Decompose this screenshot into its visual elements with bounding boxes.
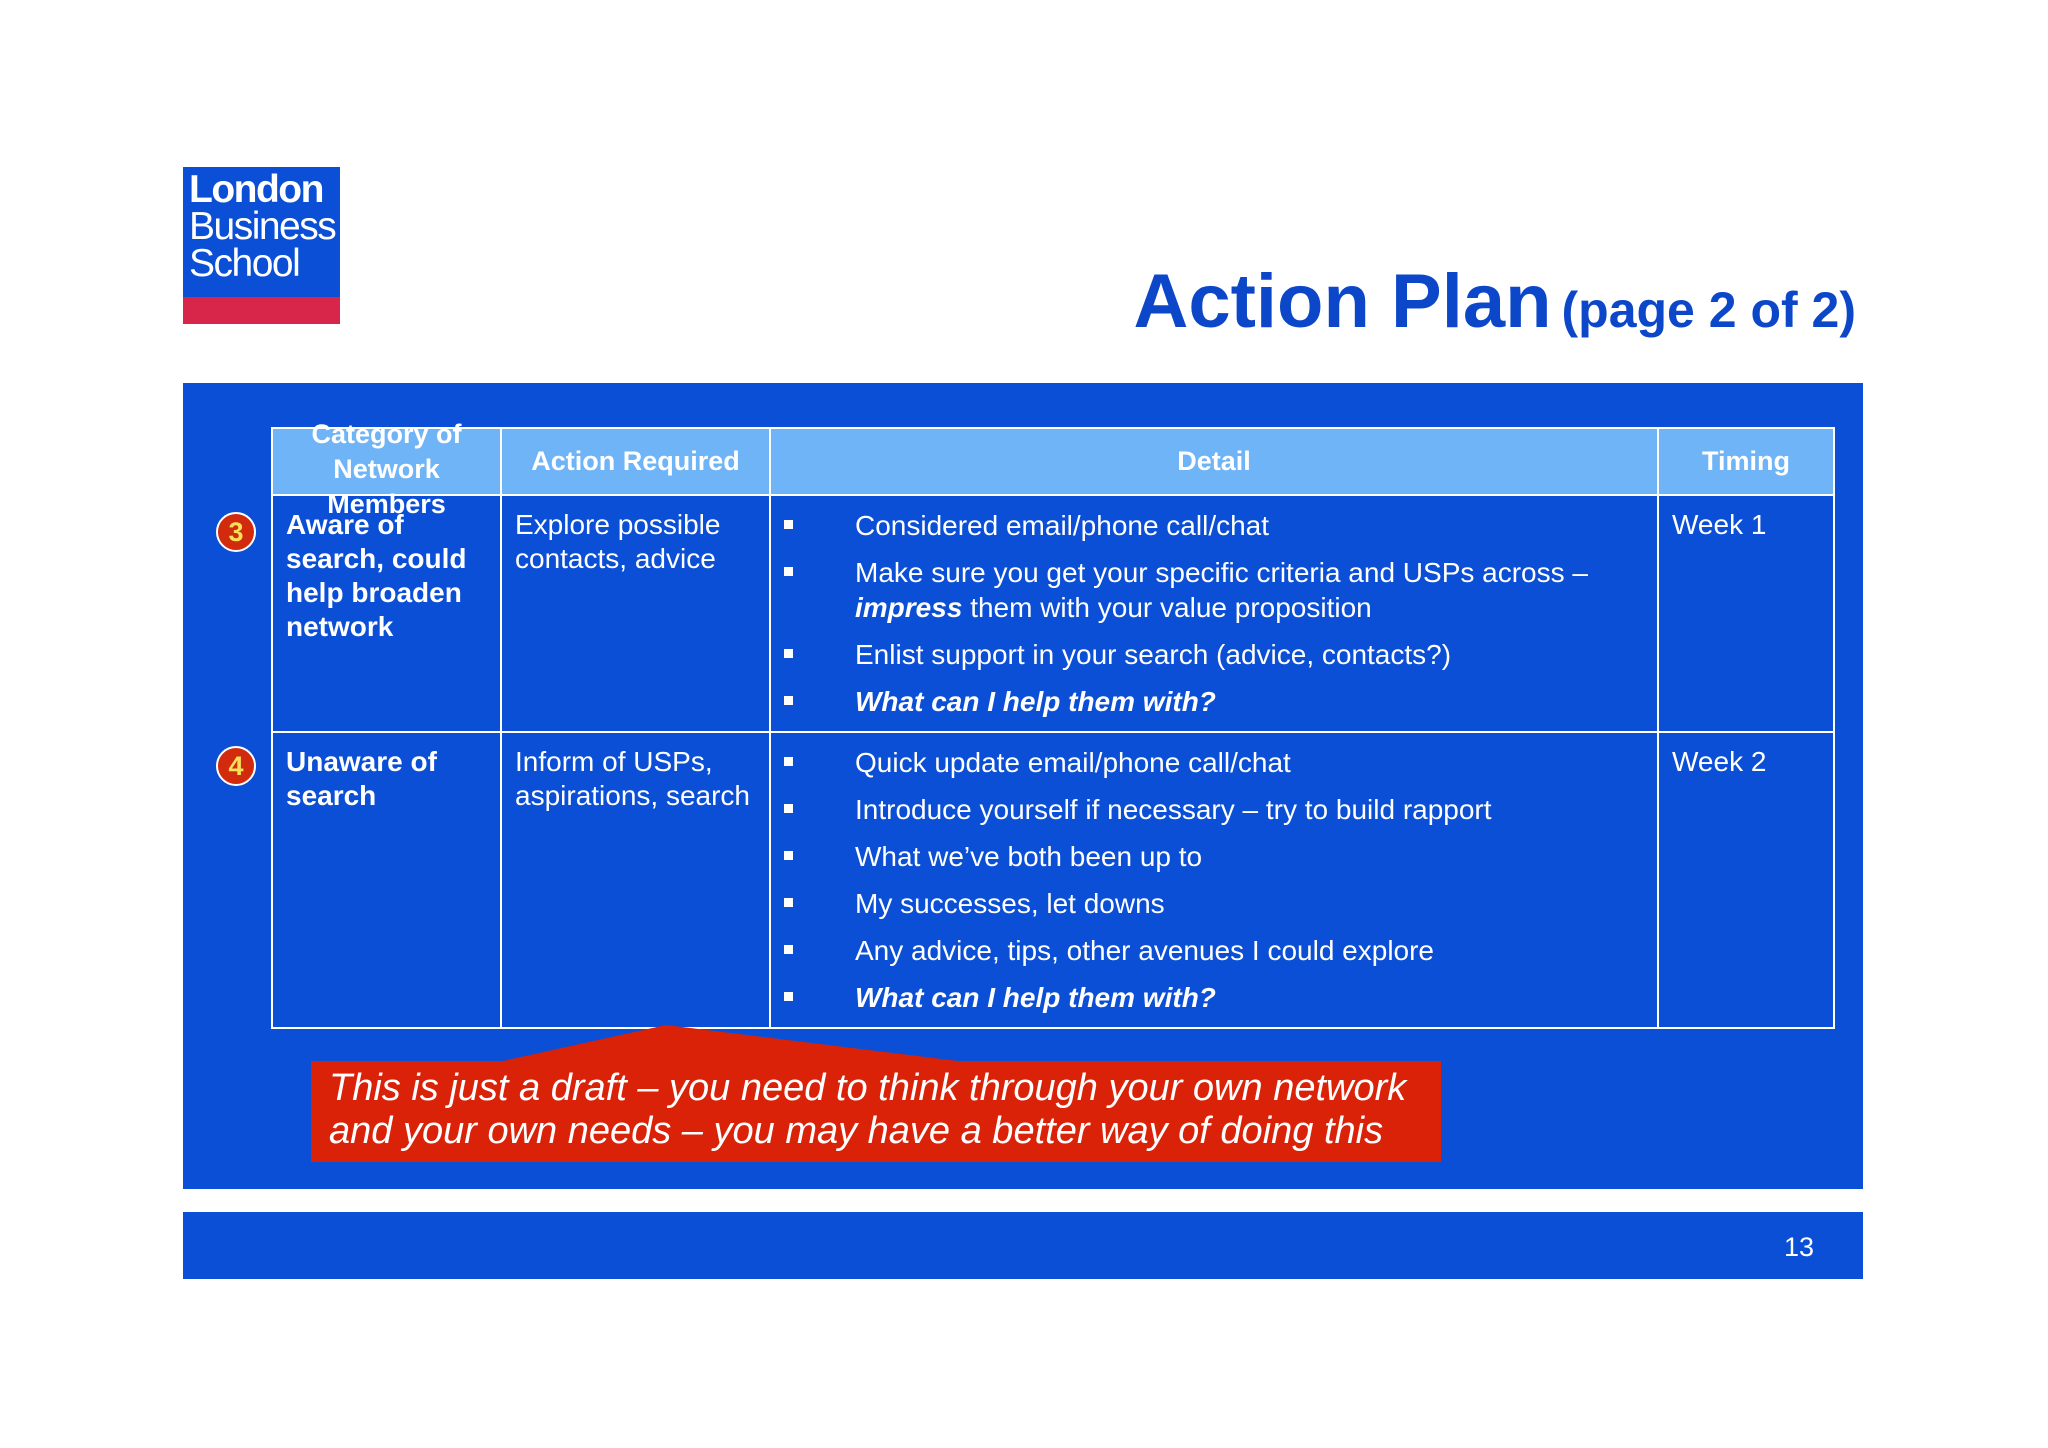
detail-item: My successes, let downs bbox=[784, 886, 1644, 921]
header-detail: Detail bbox=[770, 428, 1658, 495]
detail-item: Any advice, tips, other avenues I could explore bbox=[784, 933, 1644, 968]
row-category: Aware of search, could help broaden network bbox=[272, 495, 501, 732]
callout-pointer bbox=[494, 1025, 984, 1063]
detail-item: Enlist support in your search (advice, contacts?) bbox=[784, 637, 1644, 672]
london-business-school-logo bbox=[183, 167, 340, 324]
logo-line-1: London bbox=[189, 168, 323, 211]
step-badge-3: 3 bbox=[216, 512, 256, 552]
logo-line-3: School bbox=[189, 242, 300, 285]
detail-item: What we’ve both been up to bbox=[784, 839, 1644, 874]
logo-line-2: Business bbox=[189, 205, 336, 248]
row-category: Unaware of search bbox=[272, 732, 501, 1028]
row-detail bbox=[770, 732, 1658, 1028]
content-panel bbox=[183, 383, 1863, 1189]
detail-item: Considered email/phone call/chat bbox=[784, 508, 1644, 543]
draft-callout bbox=[311, 1061, 1441, 1162]
detail-item: What can I help them with? bbox=[784, 980, 1644, 1015]
row-timing: Week 1 bbox=[1658, 495, 1834, 732]
title-subtitle: (page 2 of 2) bbox=[1561, 282, 1856, 338]
row-action: Explore possible contacts, advice bbox=[501, 495, 770, 732]
footer-bar bbox=[183, 1212, 1863, 1279]
detail-item: Make sure you get your specific criteria and USPs across – impress them with your value proposition bbox=[784, 555, 1644, 625]
step-badge-4: 4 bbox=[216, 746, 256, 786]
detail-list bbox=[784, 508, 1644, 719]
title-main: Action Plan bbox=[1133, 259, 1552, 344]
table-header-row bbox=[272, 428, 1834, 495]
detail-list bbox=[784, 745, 1644, 1015]
page-number: 13 bbox=[1783, 1232, 1814, 1262]
callout-line-1: This is just a draft – you need to think through your own network bbox=[329, 1067, 1407, 1109]
row-action: Inform of USPs, aspirations, search bbox=[501, 732, 770, 1028]
header-category: Category of Network Members bbox=[272, 428, 501, 495]
table-row bbox=[272, 495, 1834, 732]
row-timing: Week 2 bbox=[1658, 732, 1834, 1028]
row-detail bbox=[770, 495, 1658, 732]
action-plan-table bbox=[271, 419, 1835, 1029]
detail-item: What can I help them with? bbox=[784, 684, 1644, 719]
table-row bbox=[272, 732, 1834, 1028]
logo-red-bar bbox=[183, 297, 340, 324]
detail-item: Introduce yourself if necessary – try to build rapport bbox=[784, 792, 1644, 827]
page-title bbox=[1133, 258, 1856, 345]
header-timing: Timing bbox=[1658, 428, 1834, 495]
header-action-required: Action Required bbox=[501, 428, 770, 495]
detail-item: Quick update email/phone call/chat bbox=[784, 745, 1644, 780]
callout-line-2: and your own needs – you may have a better way of doing this bbox=[329, 1110, 1384, 1152]
